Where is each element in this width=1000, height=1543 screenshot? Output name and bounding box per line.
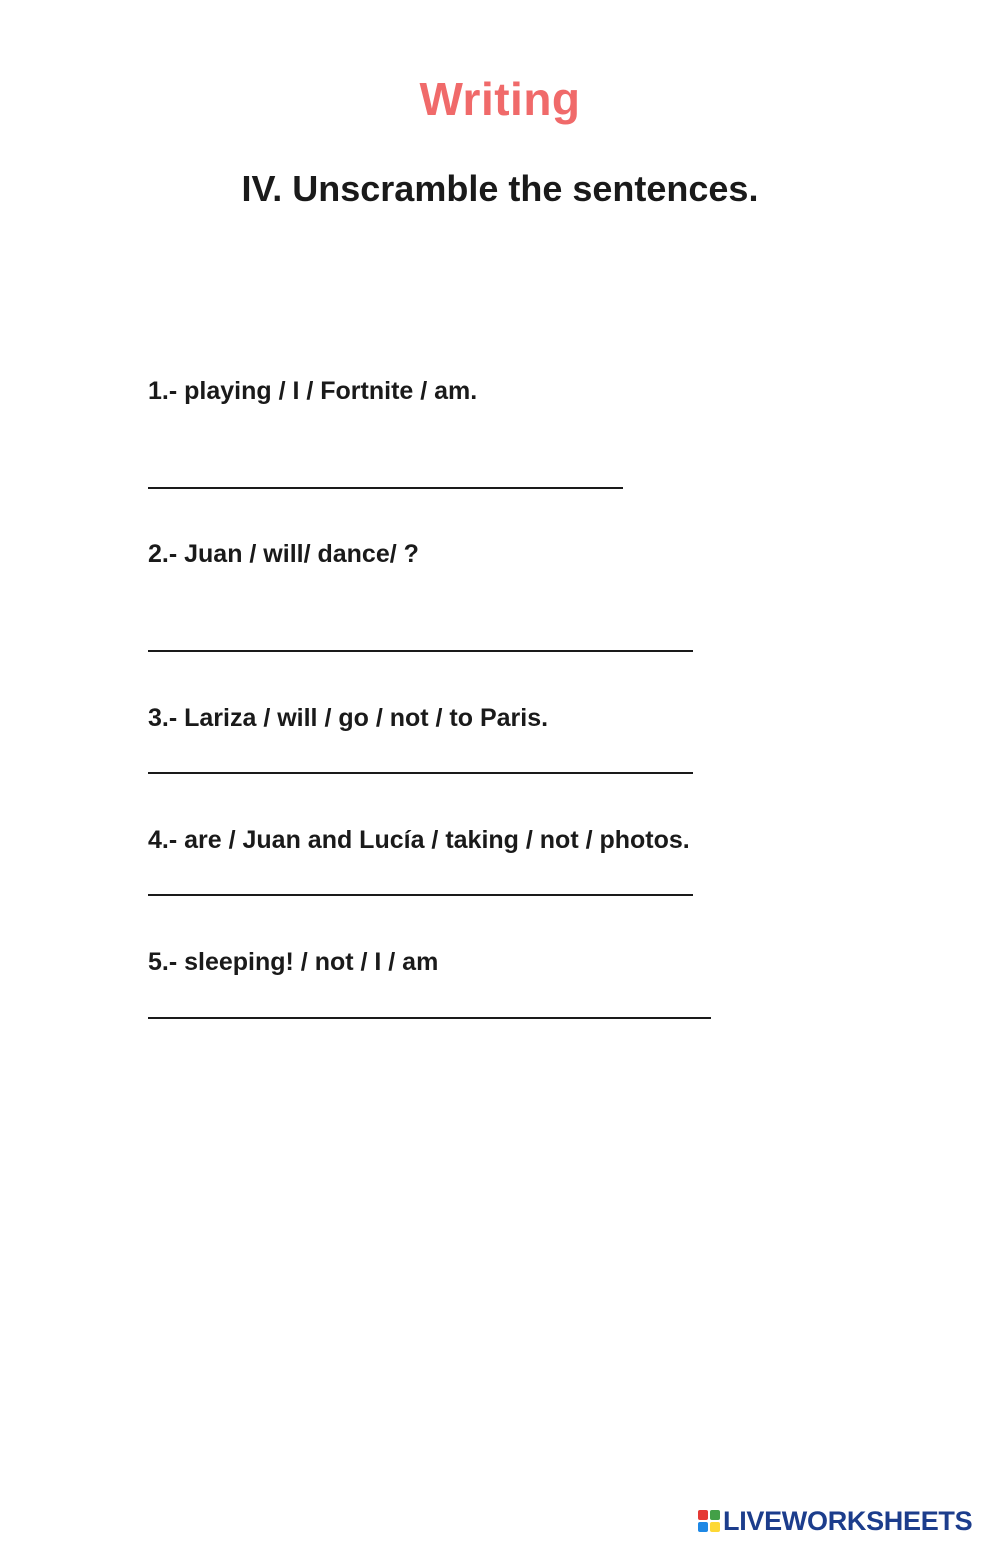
exercise-4-prompt: 4.- are / Juan and Lucía / taking / not / photos. <box>148 826 690 854</box>
instruction-heading: IV. Unscramble the sentences. <box>241 168 759 209</box>
exercise-3-answer-line[interactable] <box>148 772 693 774</box>
exercise-5-prompt: 5.- sleeping! / not / I / am <box>148 948 439 976</box>
exercise-1-prompt: 1.- playing / I / Fortnite / am. <box>148 377 478 405</box>
exercise-3-prompt: 3.- Lariza / will / go / not / to Paris. <box>148 704 549 732</box>
logo-mark-cell <box>710 1522 720 1532</box>
liveworksheets-logo <box>698 1506 972 1536</box>
logo-mark-icon <box>698 1510 720 1532</box>
exercise-2-answer-line[interactable] <box>148 650 693 652</box>
logo-mark-cell <box>698 1522 708 1532</box>
logo-mark-cell <box>710 1510 720 1520</box>
exercise-5-answer-line[interactable] <box>148 1017 711 1019</box>
worksheet-title: Writing <box>419 73 581 125</box>
logo-mark-cell <box>698 1510 708 1520</box>
exercise-1-answer-line[interactable] <box>148 487 623 489</box>
exercise-4-answer-line[interactable] <box>148 894 693 896</box>
exercise-2-prompt: 2.- Juan / will/ dance/ ? <box>148 540 419 568</box>
logo-text: LIVEWORKSHEETS <box>723 1505 973 1536</box>
